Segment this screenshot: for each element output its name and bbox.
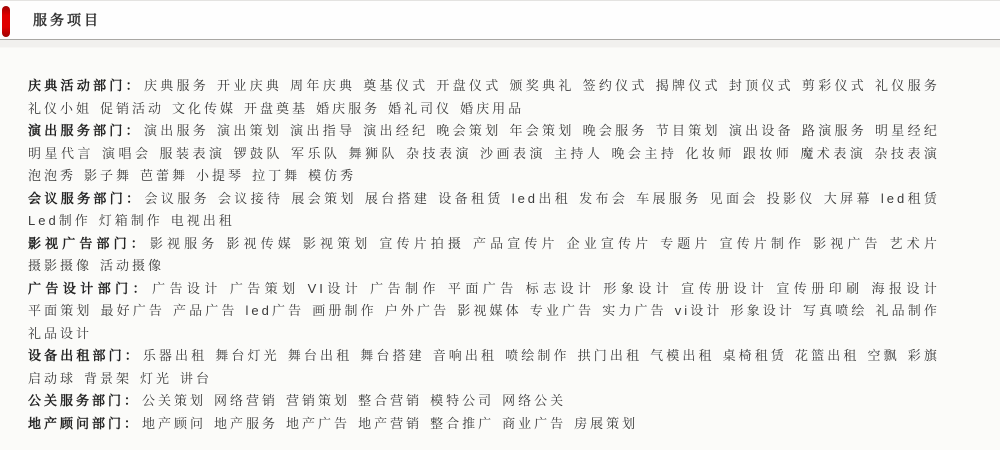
department-label: 会议服务部门： <box>28 190 143 206</box>
service-item[interactable]: 房展策划 <box>574 415 639 431</box>
service-item[interactable]: 演出指导 <box>290 123 356 138</box>
service-item[interactable]: 节目策划 <box>655 123 721 138</box>
red-accent-bar-icon <box>2 6 10 37</box>
department-row <box>28 188 948 233</box>
service-item[interactable]: 艺术片 <box>889 235 940 251</box>
service-item[interactable]: 宣传片制作 <box>719 235 806 251</box>
service-item[interactable]: 影视广告 <box>813 235 882 251</box>
department-row <box>28 345 948 390</box>
service-item[interactable]: 最好广告 <box>100 303 165 318</box>
service-item[interactable]: 剪彩仪式 <box>801 78 868 93</box>
service-item[interactable]: led出租 <box>511 190 572 206</box>
service-item[interactable]: 舞台出租 <box>287 348 353 363</box>
service-item[interactable]: 营销策划 <box>286 393 351 408</box>
service-item[interactable]: 整合营销 <box>358 393 423 408</box>
service-item[interactable]: 灯光 <box>140 370 173 386</box>
department-label: 演出服务部门： <box>28 123 142 138</box>
service-item[interactable]: 地产广告 <box>286 415 351 431</box>
service-item[interactable]: 拉丁舞 <box>252 168 301 183</box>
service-item[interactable]: 周年庆典 <box>290 78 356 93</box>
service-item[interactable]: Led制作 <box>28 213 91 228</box>
department-row <box>28 390 948 413</box>
service-item[interactable]: 商业广告 <box>502 415 567 431</box>
service-item[interactable]: 企业宣传片 <box>566 235 653 251</box>
service-item[interactable]: 舞狮队 <box>348 145 398 161</box>
service-item[interactable]: 宣传片拍摄 <box>379 235 465 251</box>
service-item[interactable]: 广告策划 <box>229 280 300 296</box>
service-item[interactable]: 签约仪式 <box>582 78 648 93</box>
service-item[interactable]: 杂技表演 <box>405 145 472 161</box>
service-item[interactable]: 平面策划 <box>28 303 93 318</box>
service-item[interactable]: 专题片 <box>660 235 712 251</box>
service-item[interactable]: 芭蕾舞 <box>140 168 189 183</box>
service-item[interactable]: 晚会策划 <box>436 123 502 138</box>
service-item[interactable]: 彩旗 <box>907 348 940 363</box>
service-item[interactable]: 影子舞 <box>84 168 133 183</box>
service-item[interactable]: 礼仪服务 <box>875 78 940 93</box>
department-row <box>28 278 948 346</box>
service-item[interactable]: 网络公关 <box>502 393 567 408</box>
service-item[interactable]: 设备租赁 <box>438 190 504 206</box>
service-item[interactable]: 写真喷绘 <box>803 303 868 318</box>
service-item[interactable]: 会议服务 <box>144 190 210 206</box>
service-item[interactable]: 跟妆师 <box>742 145 793 161</box>
service-item[interactable]: 喷绘制作 <box>505 348 570 363</box>
service-item[interactable]: 宣传册设计 <box>681 280 769 296</box>
service-item[interactable]: led广告 <box>245 303 305 318</box>
department-row <box>28 120 948 188</box>
service-item[interactable]: 广告设计 <box>152 280 222 296</box>
service-item[interactable]: 平面广告 <box>447 280 518 296</box>
service-item[interactable]: 拱门出租 <box>577 348 643 363</box>
service-item[interactable]: 魔术表演 <box>800 145 867 161</box>
service-item[interactable]: 活动摄像 <box>100 258 165 273</box>
module-header <box>0 0 1000 40</box>
service-item[interactable]: 开盘奠基 <box>244 100 309 116</box>
service-item[interactable]: 影视策划 <box>302 235 372 251</box>
service-item[interactable]: 车展服务 <box>636 190 702 206</box>
service-item[interactable]: 婚庆用品 <box>460 100 525 116</box>
service-item[interactable]: 文化传媒 <box>172 100 237 116</box>
service-item[interactable]: 服装表演 <box>159 145 226 161</box>
service-item[interactable]: 封顶仪式 <box>728 78 794 93</box>
service-item[interactable]: 锣鼓队 <box>233 145 283 161</box>
service-item[interactable]: 实力广告 <box>602 303 667 318</box>
service-item[interactable]: 标志设计 <box>525 280 596 296</box>
service-item[interactable]: 摄影摄像 <box>28 258 93 273</box>
service-item[interactable]: 桌椅租赁 <box>722 348 788 363</box>
service-item[interactable]: 杂技表演 <box>874 145 940 161</box>
service-item[interactable]: vi设计 <box>674 303 723 318</box>
department-label: 公关服务部门： <box>28 393 141 408</box>
service-item[interactable]: 会议接待 <box>217 190 284 206</box>
department-label: 设备出租部门： <box>28 348 141 363</box>
service-item[interactable]: 海报设计 <box>871 280 940 296</box>
page-title: 服务项目 <box>33 12 101 28</box>
service-item[interactable]: 婚礼司仪 <box>388 100 453 116</box>
service-item[interactable]: 音响出租 <box>432 348 498 363</box>
service-item[interactable]: 军乐队 <box>290 145 341 161</box>
service-item[interactable]: 产品宣传片 <box>472 235 559 251</box>
service-item[interactable]: led租赁 <box>880 190 940 206</box>
service-item[interactable]: 灯箱制作 <box>98 213 163 228</box>
service-item[interactable]: 小提琴 <box>196 168 245 183</box>
service-item[interactable]: 礼品制作 <box>875 303 940 318</box>
service-item[interactable]: 户外广告 <box>384 303 450 318</box>
service-item[interactable]: VI设计 <box>307 280 363 296</box>
service-item[interactable]: 形象设计 <box>603 280 674 296</box>
department-label: 庆典活动部门： <box>28 78 142 93</box>
service-item[interactable]: 空飘 <box>867 348 900 363</box>
service-item[interactable]: 产品广告 <box>173 303 238 318</box>
service-item[interactable]: 泡泡秀 <box>28 168 77 183</box>
services-list <box>0 48 1000 435</box>
service-item[interactable]: 促销活动 <box>100 100 165 116</box>
department-label: 地产顾问部门： <box>28 415 141 431</box>
service-item[interactable]: 乐器出租 <box>142 348 208 363</box>
service-item[interactable]: 公关策划 <box>142 393 207 408</box>
service-item[interactable]: 礼仪小姐 <box>28 100 93 116</box>
service-item[interactable]: 形象设计 <box>730 303 795 318</box>
service-item[interactable]: 影视传媒 <box>226 235 295 251</box>
service-item[interactable]: 模特公司 <box>430 393 495 408</box>
service-item[interactable]: 开业庆典 <box>217 78 283 93</box>
service-item[interactable]: 网络营销 <box>214 393 279 408</box>
service-item[interactable]: 颁奖典礼 <box>509 78 575 93</box>
service-item[interactable]: 舞台搭建 <box>360 348 425 363</box>
service-item[interactable]: 揭牌仪式 <box>655 78 721 93</box>
department-label: 广告设计部门： <box>28 280 151 296</box>
service-item[interactable]: 明星经纪 <box>875 123 940 138</box>
department-row <box>28 75 948 120</box>
service-item[interactable]: 庆典服务 <box>143 78 210 93</box>
department-row <box>28 413 948 436</box>
service-item[interactable]: 演唱会 <box>101 145 152 161</box>
service-item[interactable]: 路演服务 <box>801 123 868 138</box>
service-item[interactable]: 化妆师 <box>685 145 735 161</box>
department-label: 影视广告部门： <box>28 235 148 251</box>
service-item[interactable]: 广告制作 <box>370 280 440 296</box>
service-item[interactable]: 地产营销 <box>358 415 423 431</box>
service-item[interactable]: 舞台灯光 <box>215 348 280 363</box>
service-item[interactable]: 主持人 <box>553 145 604 161</box>
service-item[interactable]: 影视服务 <box>149 235 219 251</box>
service-item[interactable]: 宣传册印刷 <box>776 280 864 296</box>
service-item[interactable]: 影视媒体 <box>457 303 522 318</box>
service-item[interactable]: 明星代言 <box>28 145 94 161</box>
service-item[interactable]: 沙画表演 <box>479 145 546 161</box>
service-item[interactable]: 展会策划 <box>291 190 357 206</box>
service-item[interactable]: 模仿秀 <box>308 168 357 183</box>
department-row <box>28 233 948 278</box>
service-item[interactable]: 演出设备 <box>728 123 794 138</box>
service-item[interactable]: 演出服务 <box>143 123 210 138</box>
service-item[interactable]: 地产顾问 <box>142 415 207 431</box>
service-item[interactable]: 整合推广 <box>430 415 495 431</box>
service-item[interactable]: 晚会主持 <box>611 145 678 161</box>
service-item[interactable]: 大屏幕 <box>823 190 873 206</box>
service-item[interactable]: 演出经纪 <box>363 123 429 138</box>
service-item[interactable]: 气模出租 <box>650 348 715 363</box>
service-item[interactable]: 电视出租 <box>170 213 235 228</box>
service-item[interactable]: 奠基仪式 <box>363 78 429 93</box>
service-item[interactable]: 投影仪 <box>766 190 816 206</box>
service-item[interactable]: 花篮出租 <box>795 348 860 363</box>
service-item[interactable]: 见面会 <box>709 190 759 206</box>
service-item[interactable]: 年会策划 <box>509 123 575 138</box>
service-item[interactable]: 晚会服务 <box>582 123 648 138</box>
service-item[interactable]: 婚庆服务 <box>316 100 381 116</box>
service-item[interactable]: 讲台 <box>180 370 213 386</box>
service-item[interactable]: 画册制作 <box>312 303 377 318</box>
service-item[interactable]: 发布会 <box>579 190 629 206</box>
service-item[interactable]: 开盘仪式 <box>436 78 502 93</box>
service-item[interactable]: 启动球 <box>28 370 77 386</box>
header-divider <box>0 40 1000 48</box>
service-item[interactable]: 展台搭建 <box>364 190 431 206</box>
service-item[interactable]: 专业广告 <box>529 303 595 318</box>
service-item[interactable]: 背景架 <box>84 370 133 386</box>
service-item[interactable]: 演出策划 <box>217 123 283 138</box>
service-item[interactable]: 地产服务 <box>214 415 279 431</box>
service-item[interactable]: 礼品设计 <box>28 325 93 341</box>
